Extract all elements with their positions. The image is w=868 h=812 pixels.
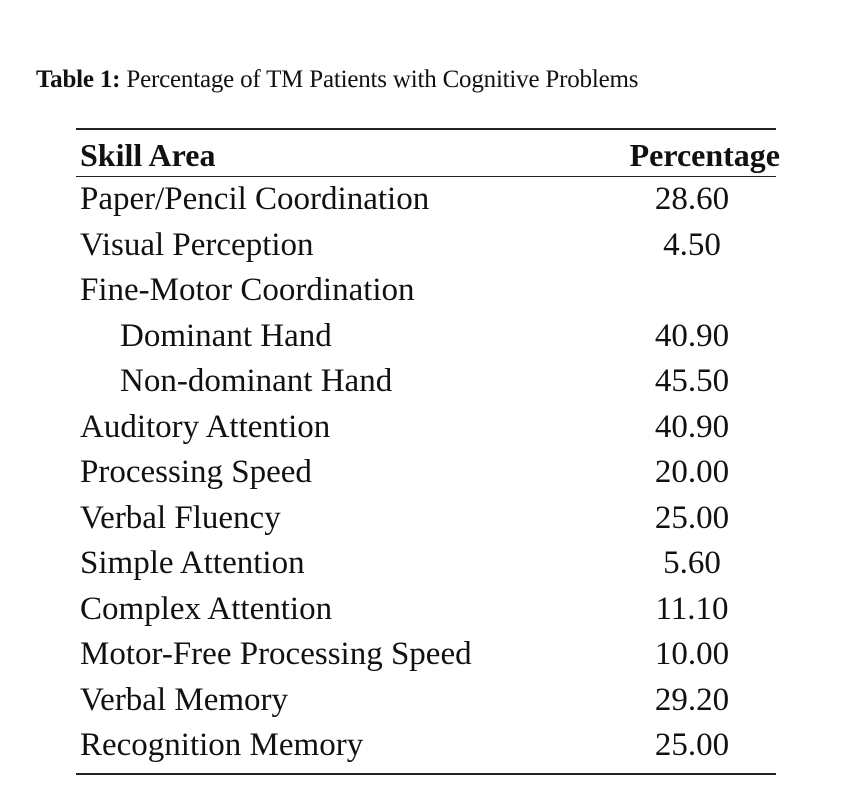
table-row [76,496,776,542]
skill-area-cell: Verbal Fluency [80,499,281,536]
skill-area-cell: Auditory Attention [80,408,331,445]
table-body [76,177,776,769]
skill-area-cell: Complex Attention [80,590,333,627]
table-row [76,632,776,678]
table-header-row [76,130,780,176]
table-row [76,314,776,360]
data-table [76,128,780,775]
skill-area-cell: Visual Perception [80,226,314,263]
table-row [76,587,776,633]
percentage-cell: 11.10 [655,590,729,627]
percentage-cell: 5.60 [663,545,721,581]
skill-area-cell: Motor-Free Processing Speed [80,636,472,672]
percentage-cell: 4.50 [663,226,721,263]
table-row [76,405,776,451]
header-skill-area: Skill Area [80,137,216,173]
table-row [76,541,776,587]
percentage-cell: 40.90 [654,317,730,354]
percentage-cell: 28.60 [654,181,730,217]
table-row [76,450,776,496]
table-row [76,223,776,269]
skill-area-cell: Simple Attention [80,545,305,581]
table-caption-label: Table 1: [36,66,121,93]
skill-area-cell: Paper/Pencil Coordination [80,181,430,217]
percentage-cell: 25.00 [654,727,730,763]
table-caption-text: Percentage of TM Patients with Cognitive Problems [126,66,639,93]
skill-area-cell: Verbal Memory [80,681,289,718]
percentage-cell: 45.50 [654,363,730,399]
table-row [76,723,776,769]
table-row [76,268,776,314]
percentage-cell: 10.00 [654,636,730,672]
table-row [76,678,776,724]
skill-area-cell: Recognition Memory [80,727,364,763]
table-row [76,359,776,405]
percentage-cell: 40.90 [654,408,730,445]
skill-area-cell: Fine-Motor Coordination [80,272,415,308]
table-bottom-rule [76,773,776,775]
percentage-cell: 20.00 [654,454,730,490]
header-percentage: Percentage [629,137,780,173]
skill-area-cell: Processing Speed [80,454,312,490]
skill-area-cell: Non-dominant Hand [120,363,393,399]
skill-area-cell: Dominant Hand [120,317,332,354]
percentage-cell: 25.00 [654,499,730,536]
percentage-cell: 29.20 [654,681,730,718]
table-row [76,177,776,223]
table-caption [36,66,638,94]
